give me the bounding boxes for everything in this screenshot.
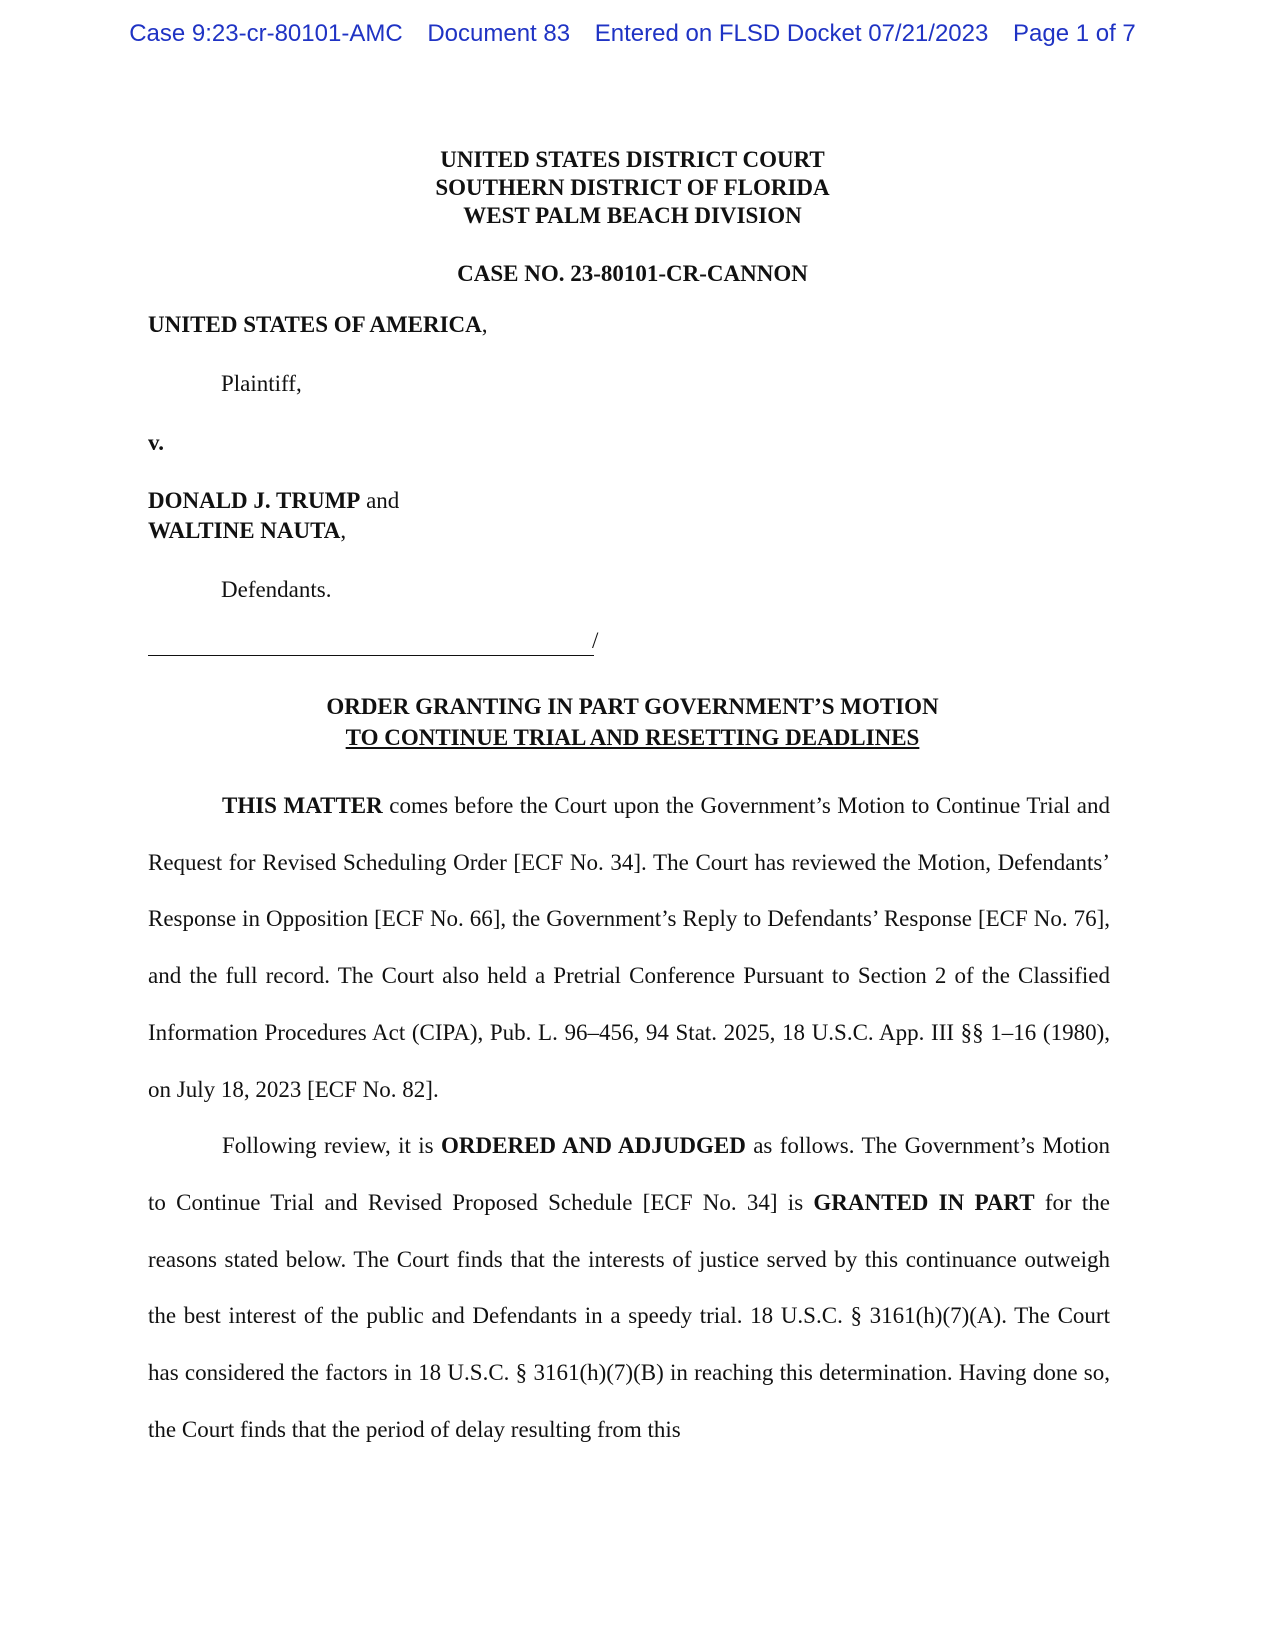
versus: v. (148, 430, 164, 455)
plaintiff-label: Plaintiff, (221, 371, 302, 396)
docket-header (0, 20, 1265, 48)
docket-document-number: Document 83 (427, 20, 571, 47)
defendant-nauta: WALTINE NAUTA, (148, 518, 347, 543)
court-name: UNITED STATES DISTRICT COURT (440, 147, 825, 172)
order-title-line1: ORDER GRANTING IN PART GOVERNMENT’S MOTION (326, 694, 939, 719)
defendants-label: Defendants. (221, 577, 332, 602)
defendant-trump: DONALD J. TRUMP and (148, 488, 400, 513)
docket-entry-date: Entered on FLSD Docket 07/21/2023 (594, 20, 989, 47)
court-district: SOUTHERN DISTRICT OF FLORIDA (435, 175, 830, 200)
order-title (0, 691, 1265, 753)
plaintiff-name: UNITED STATES OF AMERICA, (148, 312, 488, 337)
docket-case-number: Case 9:23-cr-80101-AMC (129, 20, 403, 47)
paragraph-this-matter: THIS MATTER comes before the Court upon the Government’s Motion to Continue Trial and Request for Revised Scheduling Order [ECF No. 34]. The Court has reviewed the Motion, Defendants’ Response in Opposition [ECF No. 66], the Government’s Reply to Defendants’ Response [ECF No. 76], and the full record. The Court also held a Pretrial Conference Pursuant to Section 2 of the Classified Information Procedures Act (CIPA), Pub. L. 96–456, 94 Stat. 2025, 18 U.S.C. App. III §§ 1–16 (1980), on July 18, 2023 [ECF No. 82]. (148, 793, 1111, 1102)
paragraph-ordered: Following review, it is ORDERED AND ADJUDGED as follows. The Government’s Motion to Continue Trial and Revised Proposed Schedule [ECF No. 34] is GRANTED IN PART for the reasons stated below. The Court finds that the interests of justice served by this continuance outweigh the best interest of the public and Defendants in a speedy trial. 18 U.S.C. § 3161(h)(7)(A). The Court has considered the factors in 18 U.S.C. § 3161(h)(7)(B) in reaching this determination. Having done so, the Court finds that the period of delay resulting from this (148, 1133, 1110, 1442)
docket-page-indicator: Page 1 of 7 (1013, 20, 1136, 47)
caption-slash: / (592, 628, 599, 653)
court-heading (0, 146, 1265, 230)
order-title-line2: TO CONTINUE TRIAL AND RESETTING DEADLINES (345, 725, 920, 750)
court-division: WEST PALM BEACH DIVISION (463, 203, 802, 228)
order-body (148, 778, 1110, 1458)
caption-divider-line (148, 655, 594, 656)
case-number: CASE NO. 23-80101-CR-CANNON (457, 261, 808, 286)
